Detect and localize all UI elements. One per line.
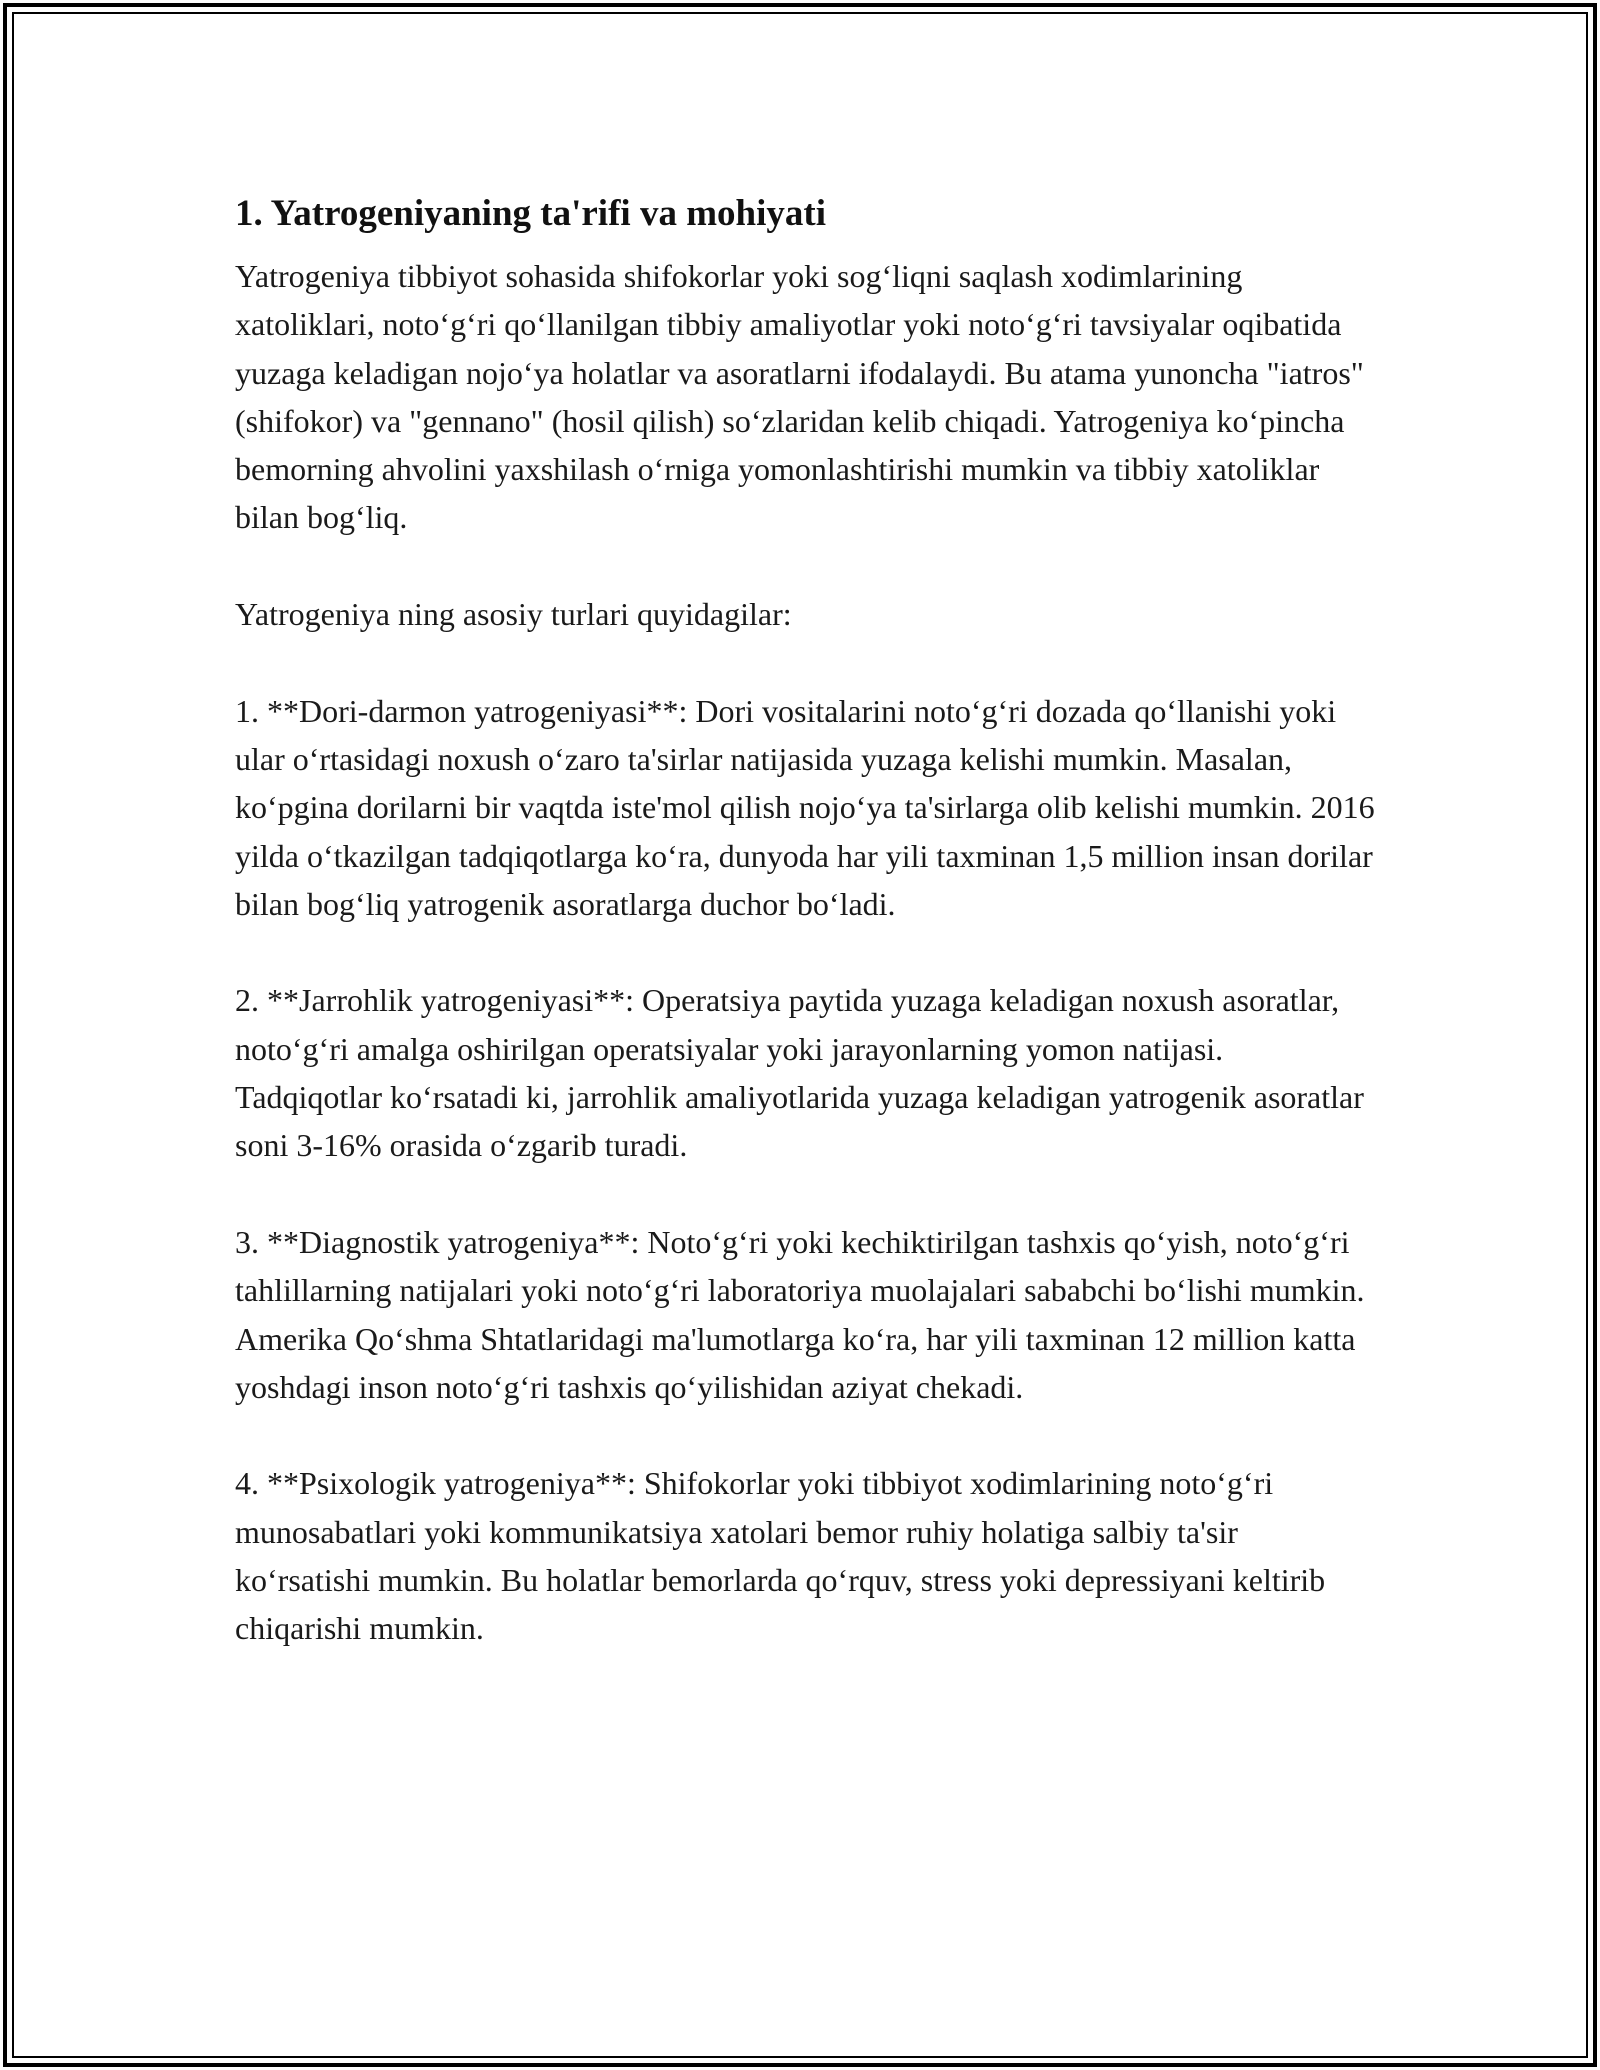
intro-paragraph: Yatrogeniya tibbiyot sohasida shifokorlar yoki sog‘liqni saqlash xodimlarining xatoliklari, noto‘g‘ri qo‘llanilgan tibbiy amaliyotlar yoki noto‘g‘ri tavsiyalar oqibatida yuzaga keladigan nojo‘ya holatlar va asoratlarni ifodalaydi. Bu atama yunoncha "iatros" (shifokor) va "gennano" (hosil qilish) so‘zlaridan kelib chiqadi. Yatrogeniya ko‘pincha bemorning ahvolini yaxshilash o‘rniga yomonlashtirishi mumkin va tibbiy xatoliklar bilan bog‘liq. <box>235 258 1364 536</box>
type-diagnostic-paragraph: 3. **Diagnostik yatrogeniya**: Noto‘g‘ri yoki kechiktirilgan tashxis qo‘yish, noto‘g‘ri tahlillarning natijalari yoki noto‘g‘ri laboratoriya muolajalari sababchi bo‘lishi mumkin. Amerika Qo‘shma Shtatlaridagi ma'lumotlarga ko‘ra, har yili taxminan 12 million katta yoshdagi inson noto‘g‘ri tashxis qo‘yilishidan aziyat chekadi. <box>235 1223 1365 1405</box>
document-body <box>235 186 1375 1653</box>
type-psychological-paragraph: 4. **Psixologik yatrogeniya**: Shifokorlar yoki tibbiyot xodimlarining noto‘g‘ri munosabatlari yoki kommunikatsiya xatolari bemor ruhiy holatiga salbiy ta'sir ko‘rsatishi mumkin. Bu holatlar bemorlarda qo‘rquv, stress yoki depressiyani keltirib chiqarishi mumkin. <box>235 1465 1326 1647</box>
types-intro-paragraph: Yatrogeniya ning asosiy turlari quyidagilar: <box>235 596 792 633</box>
type-drug-paragraph: 1. **Dori-darmon yatrogeniyasi**: Dori vositalarini noto‘g‘ri dozada qo‘llanishi yoki ular o‘rtasidagi noxush o‘zaro ta'sirlar natijasida yuzaga kelishi mumkin. Masalan, ko‘pgina dorilarni bir vaqtda iste'mol qilish nojo‘ya ta'sirlarga olib kelishi mumkin. 2016 yilda o‘tkazilgan tadqiqotlarga ko‘ra, dunyoda har yili taxminan 1,5 million insan dorilar bilan bog‘liq yatrogenik asoratlarga duchor bo‘ladi. <box>235 692 1375 922</box>
page-title: 1. Yatrogeniyaning ta'rifi va mohiyati <box>235 193 826 234</box>
type-surgical-paragraph: 2. **Jarrohlik yatrogeniyasi**: Operatsiya paytida yuzaga keladigan noxush asoratlar, noto‘g‘ri amalga oshirilgan operatsiyalar yoki jarayonlarning yomon natijasi. Tadqiqotlar ko‘rsatadi ki, jarrohlik amaliyotlarida yuzaga keladigan yatrogenik asoratlar soni 3-16% orasida o‘zgarib turadi. <box>235 982 1364 1164</box>
